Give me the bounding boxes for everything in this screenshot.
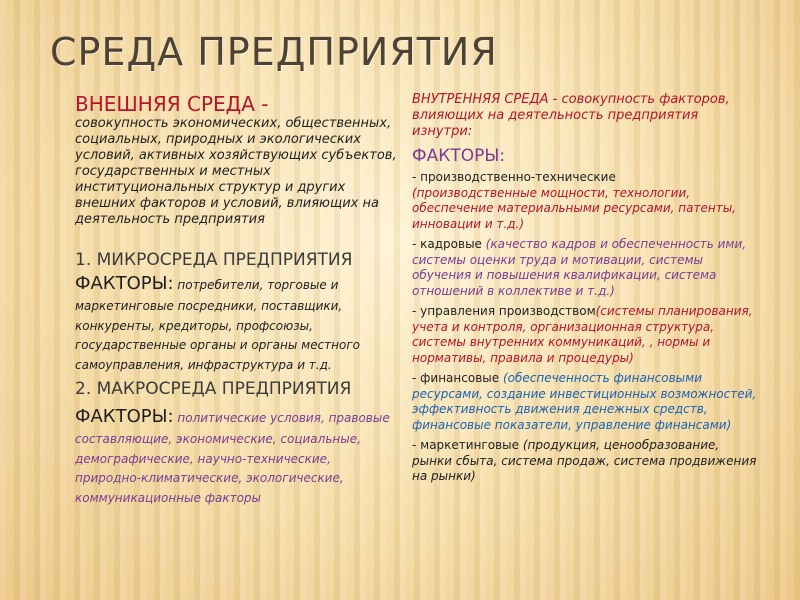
internal-environment-column [412,92,760,485]
micro-heading: 1. МИКРОСРЕДА ПРЕДПРИЯТИЯ [75,250,353,270]
macro-heading: 2. МАКРОСРЕДА ПРЕДПРИЯТИЯ [75,379,352,399]
external-definition: совокупность экономических, общественных, социальных, природных и экологических условий, активных хозяйствующих субъектов, государственных и местных институциональных структур и других внешних факторов и условий, влияющих на деятельность предприятия [75,116,397,227]
factor-personnel [412,237,760,299]
factor-marketing [412,438,760,485]
macro-factors-label: ФАКТОРЫ: [75,406,174,427]
factor-detail: (продукция, ценообразование, рынки сбыта, система продаж, система продвижения на рынки) [412,438,757,483]
factor-label: - производственно-технические [412,170,616,184]
factor-label: - управления производством [412,304,596,318]
factor-detail: (производственные мощности, технологии, обеспечение материальными ресурсами, патенты, инновации и т.д.) [412,185,736,231]
micro-factors [75,273,400,373]
factor-production [412,170,760,232]
factor-label: - кадровые [412,237,486,251]
factor-detail: (обеспеченность финансовыми ресурсами, создание инвестиционных возможностей, эффективность движения денежных средств, финансовые показатели, управление финансами) [412,371,757,432]
internal-heading: ВНУТРЕННЯЯ СРЕДА - совокупность факторов, влияющих на деятельность предприятия изнутри: [412,92,730,139]
external-environment-column [75,92,400,506]
external-heading: ВНЕШНЯЯ СРЕДА - [75,92,269,116]
factor-detail: (системы планирования, учета и контроля, организационная структура, системы внутренних коммуникаций, , нормы и нормативы, правила и процедуры) [412,304,753,365]
factor-label: - финансовые [412,371,503,385]
factor-financial [412,371,760,433]
macro-factors-text: политические условия, правовые составляющие, экономические, социальные, демографические, научно-технические, природно-климатические, экологические, коммуникационные факторы [75,411,390,505]
factor-detail: (качество кадров и обеспеченность ими, системы оценки труда и мотивации, системы обучения и повышения квалификации, система отношений в коллективе и т.д.) [412,237,747,298]
factor-management [412,304,760,366]
internal-factors-label: ФАКТОРЫ: [412,146,506,166]
slide-title: СРЕДА ПРЕДПРИЯТИЯ [50,30,498,74]
micro-factors-text: потребители, торговые и маркетинговые посредники, поставщики, конкуренты, кредиторы, профсоюзы, государственные органы и органы местного самоуправления, инфраструктура и т.д. [75,278,360,372]
macro-factors [75,406,400,506]
factor-label: - маркетинговые [412,438,523,452]
micro-factors-label: ФАКТОРЫ: [75,273,174,294]
